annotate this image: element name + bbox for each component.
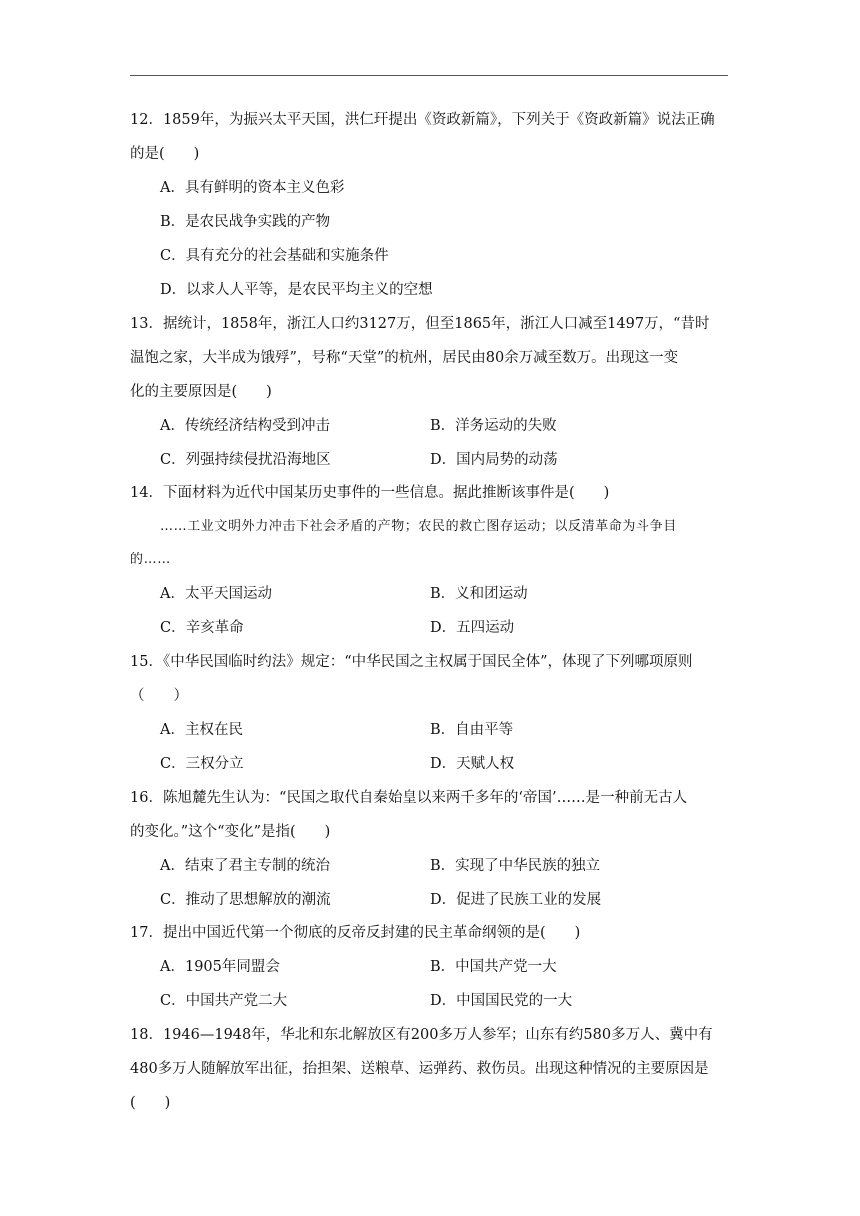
option-c: C．列强持续侵扰沿海地区 bbox=[160, 452, 331, 468]
option-d: D．天赋人权 bbox=[430, 756, 515, 772]
option-a: A．1905年同盟会 bbox=[160, 959, 280, 975]
option-c: C．辛亥革命 bbox=[160, 620, 244, 636]
question-stem-line: 13．据统计，1858年，浙江人口约3127万，但至1865年，浙江人口减至1497万，“昔时 bbox=[130, 316, 710, 332]
question-stem-line: 的是( ) bbox=[130, 146, 200, 162]
option-c: C．具有充分的社会基础和实施条件 bbox=[160, 248, 389, 264]
option-d: D．五四运动 bbox=[430, 620, 515, 636]
option-d: D．中国国民党的一大 bbox=[430, 993, 573, 1009]
question-stem-line: ( ) bbox=[130, 1095, 171, 1111]
option-b: B．义和团运动 bbox=[430, 586, 528, 602]
option-d: D．以求人人平等，是农民平均主义的空想 bbox=[160, 282, 433, 298]
option-c: C．推动了思想解放的潮流 bbox=[160, 892, 331, 908]
question-stem-line: 的变化。”这个“变化”是指( ) bbox=[130, 824, 331, 840]
source-quote-line: ……工业文明外力冲击下社会矛盾的产物；农民的救亡图存运动；以反清革命为斗争目 bbox=[160, 519, 677, 534]
option-b: B．是农民战争实践的产物 bbox=[160, 214, 331, 230]
source-quote-line: 的…… bbox=[130, 552, 171, 567]
option-b: B．中国共产党一大 bbox=[430, 959, 557, 975]
option-a: A．主权在民 bbox=[160, 722, 243, 738]
option-a: A．太平天国运动 bbox=[160, 586, 272, 602]
question-stem-line: 化的主要原因是( ) bbox=[130, 384, 272, 400]
question-stem-line: （ ） bbox=[130, 688, 188, 704]
question-stem-line: 16．陈旭麓先生认为：“民国之取代自秦始皇以来两千多年的‘帝国’……是一种前无古人 bbox=[130, 790, 688, 806]
option-b: B．洋务运动的失败 bbox=[430, 418, 557, 434]
question-stem-line: 温饱之家，大半成为饿殍”，号称“天堂”的杭州，居民由80余万减至数万。出现这一变 bbox=[130, 350, 679, 366]
question-stem-line: 17．提出中国近代第一个彻底的反帝反封建的民主革命纲领的是( ) bbox=[130, 925, 581, 941]
question-stem-line: 480多万人随解放军出征，抬担架、送粮草、运弹药、救伤员。出现这种情况的主要原因是 bbox=[130, 1061, 709, 1077]
option-a: A．传统经济结构受到冲击 bbox=[160, 418, 330, 434]
option-b: B．自由平等 bbox=[430, 722, 514, 738]
question-stem-line: 18．1946—1948年，华北和东北解放区有200多万人参军；山东有约580多万人、冀中有 bbox=[130, 1027, 713, 1043]
question-stem-line: 14．下面材料为近代中国某历史事件的一些信息。据此推断该事件是( ) bbox=[130, 485, 610, 501]
option-d: D．国内局势的动荡 bbox=[430, 452, 558, 468]
option-a: A．结束了君主专制的统治 bbox=[160, 858, 330, 874]
option-c: C．三权分立 bbox=[160, 756, 244, 772]
option-d: D．促进了民族工业的发展 bbox=[430, 892, 602, 908]
question-stem-line: 15．《中华民国临时约法》规定：“中华民国之主权属于国民全体”，体现了下列哪项原则 bbox=[130, 654, 693, 670]
option-b: B．实现了中华民族的独立 bbox=[430, 858, 601, 874]
option-a: A．具有鲜明的资本主义色彩 bbox=[160, 180, 345, 196]
header-rule bbox=[130, 75, 728, 76]
option-c: C．中国共产党二大 bbox=[160, 993, 288, 1009]
question-stem-line: 12．1859年，为振兴太平天国，洪仁玕提出《资政新篇》，下列关于《资政新篇》说法正确 bbox=[130, 112, 715, 128]
